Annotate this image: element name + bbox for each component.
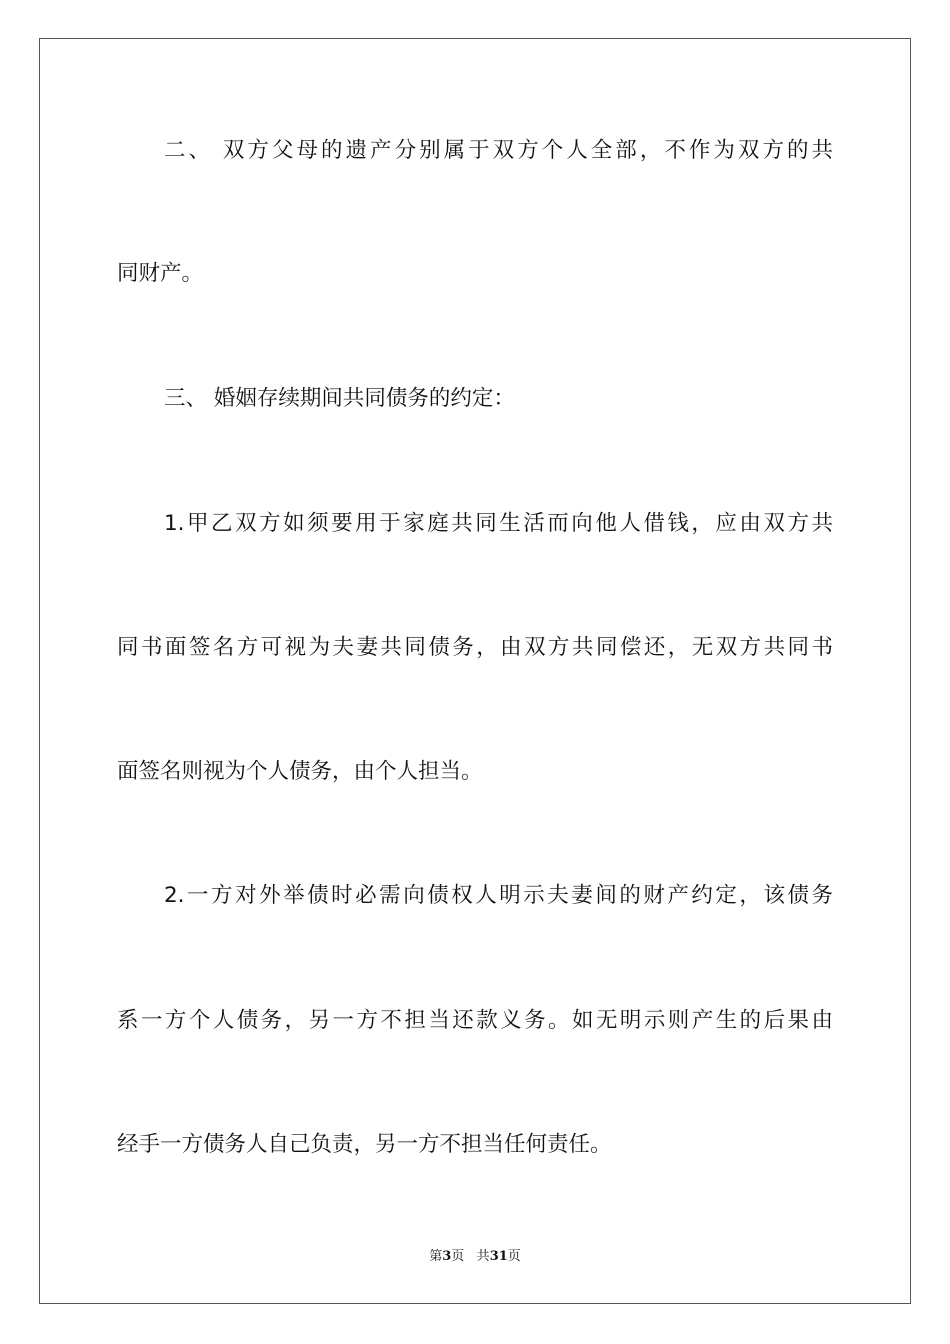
item-2-line-3: 经手一方债务人自己负责，另一方不担当任何责任。 <box>117 1132 612 1157</box>
footer-total-pages: 31 <box>489 1249 508 1264</box>
clause-2-line-1: 二、 双方父母的遗产分别属于双方个人全部，不作为双方的共 <box>164 138 833 163</box>
item-2-line-2: 系一方个人债务，另一方不担当还款义务。如无明示则产生的后果由 <box>117 1008 833 1033</box>
page-footer <box>0 1245 950 1264</box>
page-frame <box>39 38 911 1304</box>
item-1-line-2: 同书面签名方可视为夫妻共同债务，由双方共同偿还，无双方共同书 <box>117 635 833 660</box>
item-1-line-3: 面签名则视为个人债务，由个人担当。 <box>117 759 483 784</box>
footer-total-prefix: 共 <box>476 1249 490 1264</box>
footer-total-suffix: 页 <box>507 1249 521 1264</box>
footer-page-suffix: 页 <box>451 1249 465 1264</box>
footer-current-page: 3 <box>442 1249 452 1264</box>
clause-2-line-2: 同财产。 <box>117 261 204 286</box>
clause-3-heading: 三、 婚姻存续期间共同债务的约定： <box>164 386 515 411</box>
footer-page-prefix: 第 <box>429 1249 443 1264</box>
item-1-line-1: 1.甲乙双方如须要用于家庭共同生活而向他人借钱，应由双方共 <box>164 511 833 536</box>
item-2-line-1: 2.一方对外举债时必需向债权人明示夫妻间的财产约定，该债务 <box>164 883 833 908</box>
